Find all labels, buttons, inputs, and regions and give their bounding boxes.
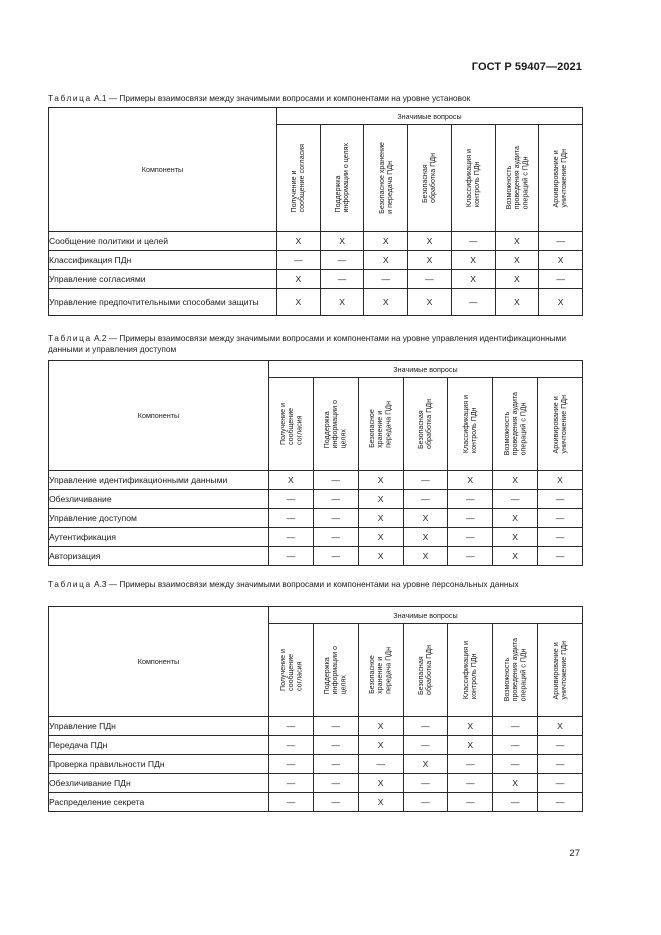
table-cell: X	[403, 755, 448, 774]
table-a3-caption-label: Таблица	[48, 579, 92, 589]
table-cell: —	[269, 736, 314, 755]
table-cell: —	[493, 736, 538, 755]
table-a2-col-header-text: Классификация и контроль ПДн	[462, 394, 479, 454]
table-a2-col-header	[313, 378, 358, 471]
table-cell: —	[448, 793, 493, 812]
table-a1-col-header-text: Безопасная обработка ПДн	[421, 153, 438, 203]
table-row-name: Распределение секрета	[49, 793, 269, 812]
table-a2-col-header-text: Архивирование и уничтожение ПДн	[551, 394, 569, 454]
table-a2-col-header-text: Поддержка информации о целях	[323, 399, 348, 449]
table-row-name: Классификация ПДн	[49, 251, 277, 270]
table-cell: X	[408, 251, 452, 270]
table-cell: X	[269, 471, 314, 490]
table-a2-col-header	[448, 378, 493, 471]
table-a1-caption-label: Таблица	[48, 93, 92, 103]
table-row-name: Аутентификация	[49, 528, 269, 547]
table-a3-caption	[48, 579, 584, 590]
table-a1-col-header-text: Получение и сообщение согласия	[290, 143, 307, 213]
table-a2-col-header-text: Безопасная обработка ПДн	[417, 399, 434, 449]
document-header: ГОСТ Р 59407—2021	[471, 61, 582, 73]
table-a2-col-header	[269, 378, 314, 471]
table-a3-components-header: Компоненты	[49, 607, 269, 717]
table-row	[49, 471, 583, 490]
table-row	[49, 289, 583, 316]
table-cell: —	[269, 774, 314, 793]
table-cell: —	[538, 774, 583, 793]
table-a1-col-header	[320, 125, 364, 232]
table-cell: —	[313, 736, 358, 755]
page-number: 27	[569, 848, 580, 859]
table-a2-components-header: Компоненты	[49, 361, 269, 471]
table-a3-group-row	[49, 607, 583, 624]
table-cell: X	[277, 232, 321, 251]
table-cell: —	[538, 509, 583, 528]
table-a2-caption-text: А.2 — Примеры взаимосвязи между значимыми вопросами и компонентами на уровне управления идентификационными данными и управления доступом	[48, 333, 566, 354]
table-a3-col-header-text: Безопасная обработка ПДн	[417, 645, 434, 695]
table-a3-col-header	[448, 624, 493, 717]
table-a3-group-header: Значимые вопросы	[269, 607, 583, 624]
table-cell: —	[277, 251, 321, 270]
table-a1-col-header-text: Архивирование и уничтожение ПДн	[552, 148, 569, 208]
table-a2-col-header-text: Получение и сообщение согласия	[278, 403, 304, 445]
table-cell: —	[364, 270, 408, 289]
table-a3-col-header-text: Возможность проведения аудита операций с ПДн	[502, 638, 528, 702]
table-cell: X	[358, 471, 403, 490]
table-row	[49, 774, 583, 793]
table-cell: X	[358, 547, 403, 566]
table-cell: X	[358, 509, 403, 528]
table-a1-caption-text: А.1 — Примеры взаимосвязи между значимыми вопросами и компонентами на уровне установок	[91, 93, 471, 103]
table-a3-col-header-text: Классификация и контроль ПДн	[462, 640, 479, 700]
table-a1-col-header	[451, 125, 495, 232]
table-cell: X	[493, 547, 538, 566]
table-cell: X	[408, 289, 452, 316]
table-cell: —	[269, 717, 314, 736]
table-row-name: Обезличивание ПДн	[49, 774, 269, 793]
table-cell: X	[320, 232, 364, 251]
table-a1-col-header	[364, 125, 408, 232]
table-cell: —	[313, 755, 358, 774]
table-a1-group-header: Значимые вопросы	[277, 108, 583, 125]
table-cell: X	[403, 528, 448, 547]
table-cell: —	[408, 270, 452, 289]
table-cell: —	[538, 528, 583, 547]
table-cell: X	[364, 251, 408, 270]
table-cell: X	[358, 736, 403, 755]
table-cell: X	[277, 270, 321, 289]
table-cell: —	[403, 736, 448, 755]
table-a3-col-header-text: Архивирование и уничтожение ПДн	[551, 640, 569, 700]
table-a3-col-header-text: Безопасное хранение и передача ПДн	[368, 646, 393, 694]
table-a2-caption-label: Таблица	[48, 333, 92, 343]
table-cell: —	[451, 232, 495, 251]
table-a1-col-header-text: Классификация и контроль ПДн	[464, 148, 482, 208]
table-cell: —	[448, 547, 493, 566]
table-row	[49, 490, 583, 509]
table-cell: X	[495, 289, 539, 316]
table-a2-col-header-text: Возможность проведения аудита операций с ПДн	[502, 392, 528, 456]
table-a3-col-header	[313, 624, 358, 717]
table-a1-col-header-text: Поддержка информации о целях	[333, 143, 351, 213]
table-cell: —	[448, 509, 493, 528]
table-a3-col-header	[269, 624, 314, 717]
table-cell: X	[403, 509, 448, 528]
table-a3-col-header	[538, 624, 583, 717]
table-a2-col-header	[403, 378, 448, 471]
table-cell: —	[538, 793, 583, 812]
table-cell: —	[313, 774, 358, 793]
table-a3	[48, 606, 583, 812]
table-cell: X	[495, 251, 539, 270]
table-cell: —	[269, 793, 314, 812]
table-a2-col-header	[358, 378, 403, 471]
table-row-name: Управление ПДн	[49, 717, 269, 736]
table-cell: —	[403, 793, 448, 812]
table-a2-col-header	[493, 378, 538, 471]
table-cell: —	[448, 490, 493, 509]
table-row	[49, 755, 583, 774]
table-cell: —	[539, 232, 583, 251]
table-cell: X	[451, 270, 495, 289]
table-cell: —	[403, 774, 448, 793]
table-a1-group-row	[49, 108, 583, 125]
table-cell: X	[448, 736, 493, 755]
table-cell: X	[539, 289, 583, 316]
table-cell: —	[403, 490, 448, 509]
table-row-name: Обезличивание	[49, 490, 269, 509]
table-a2-group-row	[49, 361, 583, 378]
table-cell: —	[539, 270, 583, 289]
table-cell: —	[269, 547, 314, 566]
table-row-name: Сообщение политики и целей	[49, 232, 277, 251]
table-cell: X	[538, 717, 583, 736]
table-cell: X	[403, 547, 448, 566]
table-cell: —	[313, 509, 358, 528]
table-row	[49, 547, 583, 566]
table-cell: —	[448, 755, 493, 774]
table-a2-caption	[48, 333, 584, 354]
table-cell: X	[493, 528, 538, 547]
table-cell: —	[538, 490, 583, 509]
table-row	[49, 509, 583, 528]
table-a1-col-header	[277, 125, 321, 232]
table-a1-components-header: Компоненты	[49, 108, 277, 232]
table-row	[49, 528, 583, 547]
table-a1-col-header	[539, 125, 583, 232]
table-cell: X	[358, 717, 403, 736]
table-cell: X	[358, 528, 403, 547]
table-row-name: Управление доступом	[49, 509, 269, 528]
table-row	[49, 270, 583, 289]
table-a2-group-header: Значимые вопросы	[269, 361, 583, 378]
table-a1	[48, 107, 583, 316]
table-cell: X	[358, 774, 403, 793]
table-cell: X	[448, 471, 493, 490]
table-row	[49, 717, 583, 736]
table-cell: X	[538, 471, 583, 490]
table-cell: —	[313, 471, 358, 490]
table-cell: —	[269, 755, 314, 774]
table-cell: X	[358, 490, 403, 509]
table-cell: X	[277, 289, 321, 316]
table-cell: X	[364, 289, 408, 316]
table-cell: X	[448, 717, 493, 736]
table-cell: —	[320, 270, 364, 289]
table-a1-col-header	[408, 125, 452, 232]
table-cell: —	[403, 471, 448, 490]
table-a1-col-header	[495, 125, 539, 232]
table-cell: —	[269, 490, 314, 509]
table-a2-col-header	[538, 378, 583, 471]
table-cell: X	[408, 232, 452, 251]
table-cell: X	[358, 793, 403, 812]
table-cell: —	[538, 547, 583, 566]
table-cell: X	[493, 509, 538, 528]
table-a3-col-header	[493, 624, 538, 717]
table-cell: —	[493, 490, 538, 509]
table-row-name: Управление предпочтительными способами защиты	[49, 289, 277, 316]
table-cell: —	[538, 755, 583, 774]
table-a1-caption	[48, 93, 584, 104]
table-cell: —	[269, 528, 314, 547]
table-cell: —	[313, 528, 358, 547]
table-cell: X	[495, 270, 539, 289]
table-a3-col-header	[358, 624, 403, 717]
table-cell: —	[403, 717, 448, 736]
table-cell: —	[313, 547, 358, 566]
table-cell: —	[493, 793, 538, 812]
table-cell: X	[364, 232, 408, 251]
table-a3-col-header-text: Получение и сообщение согласия	[278, 649, 304, 691]
table-cell: —	[320, 251, 364, 270]
table-cell: —	[451, 289, 495, 316]
table-cell: X	[495, 232, 539, 251]
table-cell: —	[493, 717, 538, 736]
table-cell: X	[539, 251, 583, 270]
table-cell: —	[493, 755, 538, 774]
table-a3-col-header	[403, 624, 448, 717]
table-a1-col-header-text: Возможность проведения аудита операций с ПДн	[504, 146, 529, 210]
table-cell: X	[493, 774, 538, 793]
table-cell: —	[313, 793, 358, 812]
table-cell: X	[320, 289, 364, 316]
table-cell: —	[313, 490, 358, 509]
table-row-name: Проверка правильности ПДн	[49, 755, 269, 774]
table-a2-col-header-text: Безопасное хранение и передача ПДн	[368, 400, 393, 448]
table-row	[49, 736, 583, 755]
table-cell: X	[451, 251, 495, 270]
table-cell: —	[538, 736, 583, 755]
table-cell: —	[358, 755, 403, 774]
table-row	[49, 251, 583, 270]
table-row-name: Авторизация	[49, 547, 269, 566]
table-cell: —	[269, 509, 314, 528]
table-a1-col-header-text: Безопасное хранение и передача ПДн	[377, 142, 394, 214]
table-row-name: Передача ПДн	[49, 736, 269, 755]
table-cell: —	[313, 717, 358, 736]
table-cell: —	[448, 774, 493, 793]
table-a3-caption-text: А.3 — Примеры взаимосвязи между значимыми вопросами и компонентами на уровне персональных данных	[91, 579, 519, 589]
table-cell: X	[493, 471, 538, 490]
table-row	[49, 793, 583, 812]
table-row-name: Управление согласиями	[49, 270, 277, 289]
table-a2	[48, 360, 583, 566]
table-row	[49, 232, 583, 251]
table-cell: —	[448, 528, 493, 547]
table-row-name: Управление идентификационными данными	[49, 471, 269, 490]
table-a3-col-header-text: Поддержка информации о целях	[323, 645, 348, 695]
